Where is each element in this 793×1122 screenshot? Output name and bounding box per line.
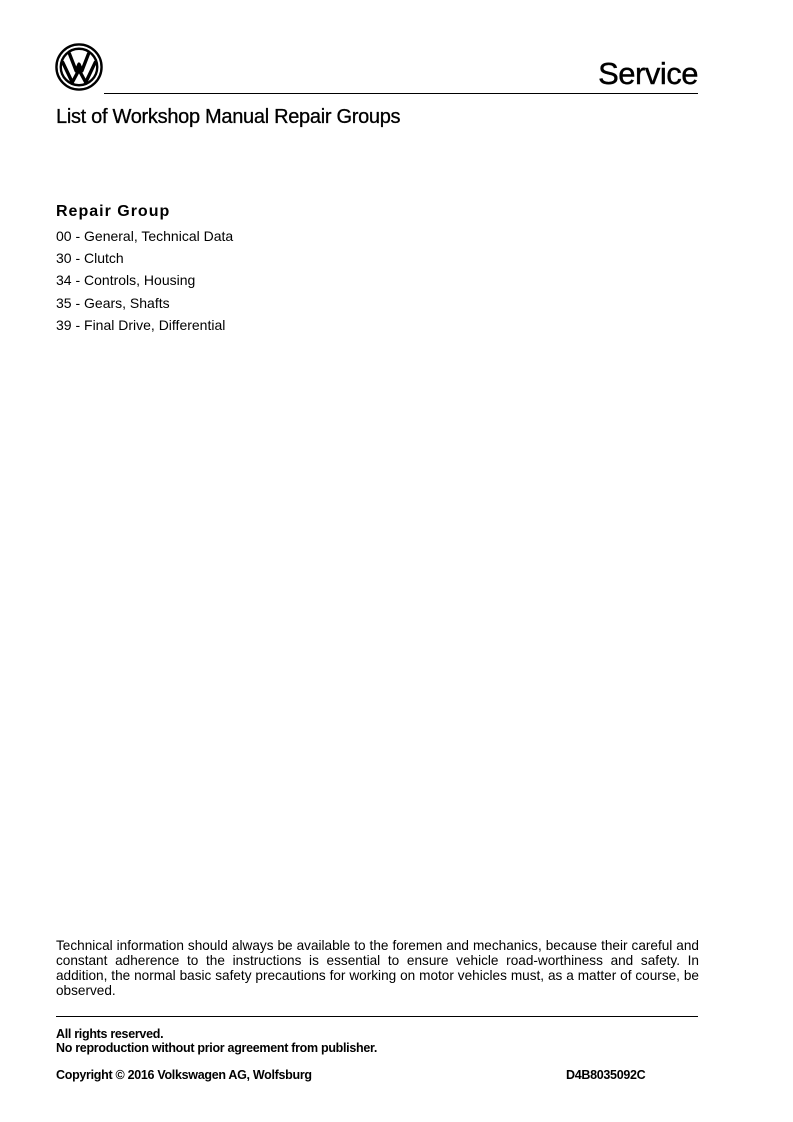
rights-notice <box>56 1027 377 1055</box>
repair-group-item[interactable]: 39 - Final Drive, Differential <box>56 316 226 333</box>
repair-group-item[interactable]: 30 - Clutch <box>56 250 124 267</box>
copyright-line: Copyright © 2016 Volkswagen AG, Wolfsburg <box>56 1068 312 1082</box>
repair-group-item[interactable]: 35 - Gears, Shafts <box>56 294 170 311</box>
brand-word: Service <box>598 56 698 91</box>
document-code: D4B8035092C <box>566 1068 646 1082</box>
footer-divider <box>56 1016 698 1017</box>
reproduction-line: No reproduction without prior agreement from publisher. <box>56 1041 378 1055</box>
repair-group-item[interactable]: 34 - Controls, Housing <box>56 272 196 289</box>
safety-notice: Technical information should always be available to the foremen and mechanics, because their careful and constant adherence to the instructions is essential to ensure vehicle road-worthiness and safety. In addition, the normal basic safety precautions for working on motor vehicles must, as a matter of course, be observed. <box>56 938 699 998</box>
repair-group-heading: Repair Group <box>56 203 171 220</box>
repair-group-list <box>56 227 233 338</box>
rights-line: All rights reserved. <box>56 1027 164 1041</box>
vw-logo-icon <box>55 43 103 91</box>
repair-group-item[interactable]: 00 - General, Technical Data <box>56 228 234 244</box>
header-divider <box>104 93 698 94</box>
page-title: List of Workshop Manual Repair Groups <box>56 106 401 128</box>
